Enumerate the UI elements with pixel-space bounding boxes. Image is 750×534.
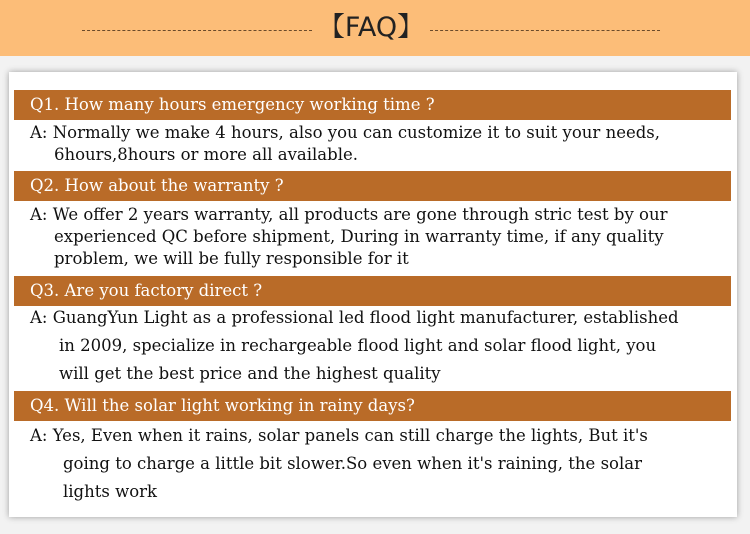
faq-question-2: Q2. How about the warranty ? <box>14 171 731 201</box>
answer-line: problem, we will be fully responsible for it <box>54 249 409 268</box>
header-divider-left <box>82 30 312 31</box>
faq-question-4: Q4. Will the solar light working in rainy days? <box>14 391 731 421</box>
header-divider-right <box>430 30 660 31</box>
answer-line: A: GuangYun Light as a professional led flood light manufacturer, established <box>30 308 679 327</box>
answer-line: A: We offer 2 years warranty, all products are gone through stric test by our <box>30 205 668 224</box>
faq-question-1: Q1. How many hours emergency working time ? <box>14 90 731 120</box>
answer-line: A: Normally we make 4 hours, also you can customize it to suit your needs, <box>30 123 660 142</box>
faq-answer-1 <box>30 122 730 166</box>
answer-line: A: Yes, Even when it rains, solar panels can still charge the lights, But it's <box>30 426 648 445</box>
faq-header-banner <box>0 0 750 56</box>
faq-question-3: Q3. Are you factory direct ? <box>14 276 731 306</box>
answer-line: experienced QC before shipment, During in warranty time, if any quality <box>54 227 664 246</box>
faq-title: 【FAQ】 <box>317 12 425 43</box>
answer-line: 6hours,8hours or more all available. <box>54 145 358 164</box>
answer-line: will get the best price and the highest quality <box>59 364 441 383</box>
answer-line: in 2009, specialize in rechargeable flood light and solar flood light, you <box>59 336 657 355</box>
faq-answer-4 <box>30 422 730 506</box>
answer-line: lights work <box>63 482 158 501</box>
faq-answer-2 <box>30 204 730 270</box>
faq-answer-3 <box>30 304 730 388</box>
answer-line: going to charge a little bit slower.So even when it's raining, the solar <box>63 454 642 473</box>
